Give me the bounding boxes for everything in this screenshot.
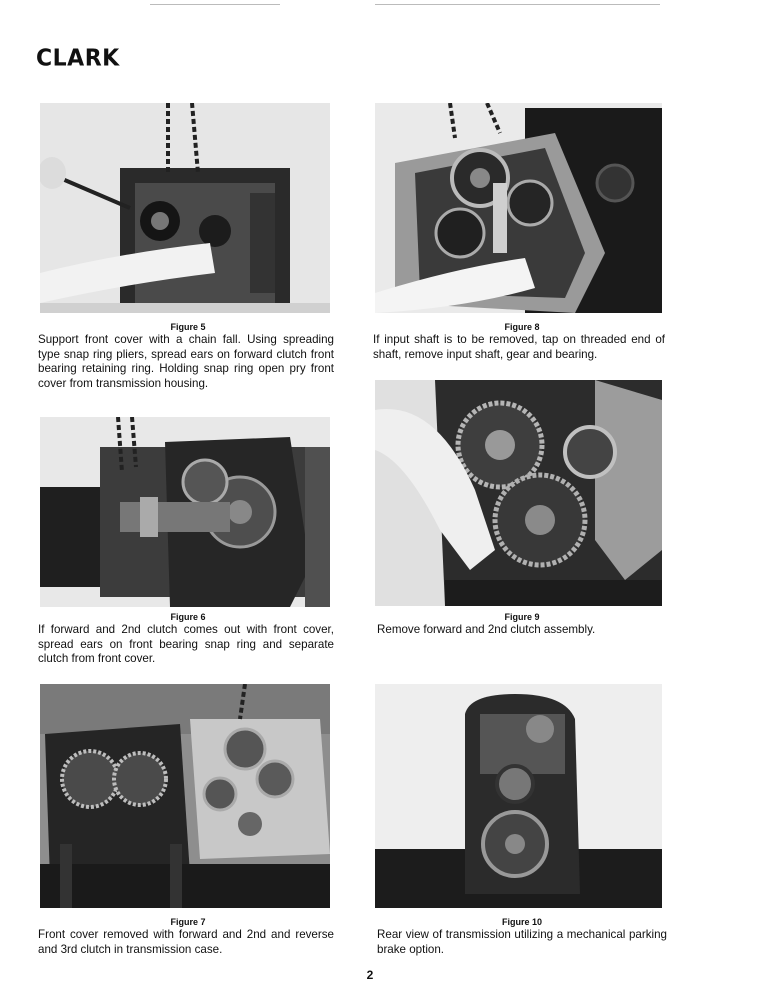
figure-6-caption: If forward and 2nd clutch comes out with front cover, spread ears on front bearing snap ring and separate clutch from front cover.: [38, 623, 334, 666]
figure-5-caption: Support front cover with a chain fall. Using spreading type snap ring pliers, spread ears on forward clutch front bearing retaining ring. Holding snap ring open pry front cover from transmission housing.: [38, 333, 334, 390]
figure-9-caption: Remove forward and 2nd clutch assembly.: [377, 623, 596, 636]
front-cover-removed-photo: [40, 684, 330, 908]
figure-8-label: Figure 8: [504, 322, 540, 332]
clutch-separation-photo: [40, 417, 330, 607]
figure-6-label: Figure 6: [170, 612, 206, 622]
input-shaft-removal-photo: [375, 103, 662, 313]
figure-9-label: Figure 9: [504, 612, 540, 622]
figure-8-caption: If input shaft is to be removed, tap on threaded end of shaft, remove input shaft, gear and bearing.: [373, 333, 665, 361]
rear-view-transmission-photo: [375, 684, 662, 908]
top-rule-left: [150, 4, 280, 5]
clutch-assembly-removal-photo: [375, 380, 662, 606]
figure-10-caption: Rear view of transmission utilizing a mechanical parking brake option.: [377, 928, 667, 956]
figure-10-label: Figure 10: [501, 917, 542, 927]
top-rule-right: [375, 4, 660, 5]
page-number: 2: [366, 968, 374, 982]
clark-logo: CLARK: [36, 45, 120, 72]
figure-7-label: Figure 7: [170, 917, 206, 927]
figure-5-label: Figure 5: [170, 322, 206, 332]
figure-7-caption: Front cover removed with forward and 2nd and reverse and 3rd clutch in transmission case.: [38, 928, 334, 956]
front-cover-chain-fall-photo: [40, 103, 330, 313]
